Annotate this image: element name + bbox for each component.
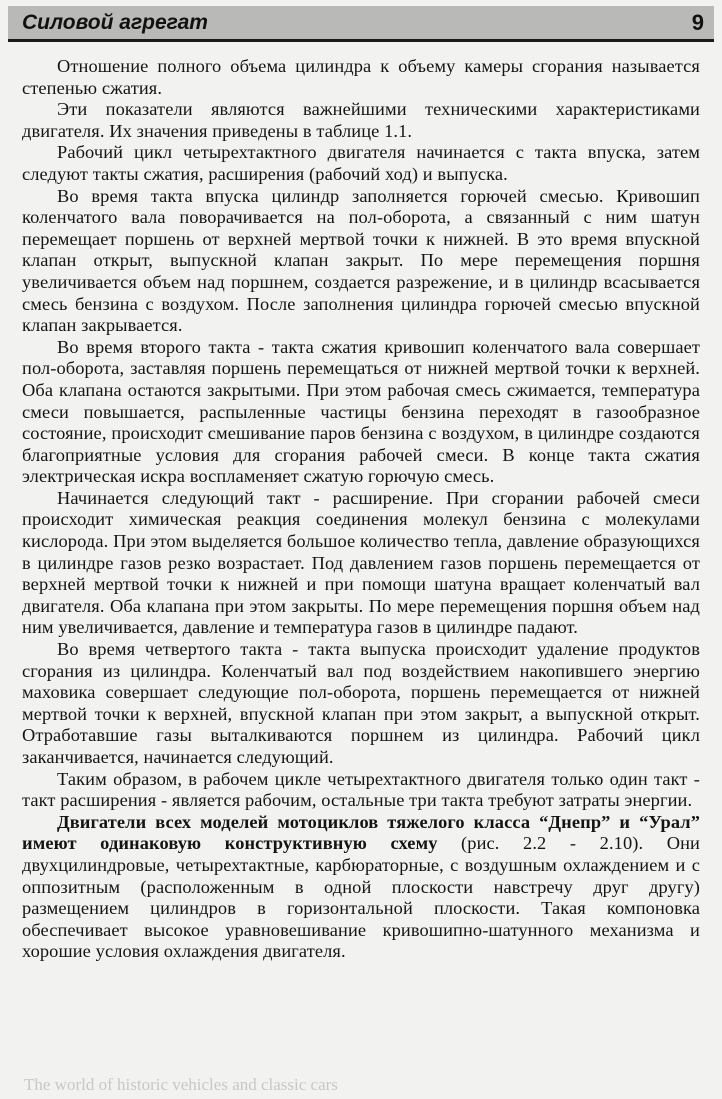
body-text [22, 56, 700, 963]
paragraph: Начинается следующий такт - расширение. При сгорании рабочей смеси происходит химическая реакция соединения молекул бензина с молекулами кислорода. При этом выделяется большое количество тепла, давление образующихся в цилиндре газов резко возрастает. Под давлением газов поршень перемещается от верхней мертвой точки к нижней и при помощи шатуна вращает коленчатый вал двигателя. Оба клапана при этом закрыты. По мере перемещения поршня объем над ним увеличивается, давление и температура газов в цилиндре падают. [22, 487, 700, 638]
paragraph: Во время второго такта - такта сжатия кривошип коленчатого вала совершает пол-оборота, заставляя поршень перемещаться от нижней мертвой точки к верхней. Оба клапана остаются закрытыми. При этом рабочая смесь сжимается, температура смеси повышается, распыленные частицы бензина переходят в газообразное состояние, происходит смешивание паров бензина с воздухом, в цилиндре создаются благоприятные условия для сгорания рабочей смеси. В конце такта сжатия электрическая искра воспламеняет сжатую горючую смесь. [22, 336, 700, 487]
paragraph: Таким образом, в рабочем цикле четырехтактного двигателя только один такт - такт расширения - является рабочим, остальные три такта требуют затраты энергии. [22, 768, 700, 811]
paragraph: Рабочий цикл четырехтактного двигателя начинается с такта впуска, затем следуют такты сжатия, расширения (рабочий ход) и выпуска. [22, 142, 700, 184]
section-title: Силовой агрегат [22, 10, 208, 34]
paragraph: Во время четвертого такта - такта выпуска происходит удаление продуктов сгорания из цилиндра. Коленчатый вал под воздействием накопившего энергию маховика совершает следующие пол-оборота, поршень перемещается от нижней мертвой точки к верхней, впускной клапан при этом закрыт, а выпускной открыт. Отработавшие газы выталкиваются поршнем из цилиндра. Рабочий цикл заканчивается, начинается следующий. [22, 639, 700, 767]
paragraph-engine-layout [22, 812, 700, 963]
paragraph: Во время такта впуска цилиндр заполняется горючей смесью. Кривошип коленчатого вала поворачивается на пол-оборота, а связанный с ним шатун перемещает поршень от верхней мертвой точки к нижней. В это время впускной клапан открыт, выпускной клапан закрыт. По мере перемещения поршня увеличивается объем над поршнем, создается разрежение, и в цилиндр всасывается смесь бензина с воздухом. После заполнения цилиндра горючей смесью впускной клапан закрывается. [22, 185, 700, 336]
page-number: 9 [691, 9, 704, 35]
page-header [8, 6, 714, 42]
watermark-text: The world of historic vehicles and classic cars [24, 1075, 338, 1094]
paragraph: Эти показатели являются важнейшими техническими характеристиками двигателя. Их значения приведены в таблице 1.1. [22, 99, 700, 141]
bold-lead-text: Двигатели всех моделей мотоциклов тяжелого класса “Днепр” и “Урал” имеют одинаковую конструктивную схему [22, 811, 700, 854]
paragraph: Отношение полного объема цилиндра к объему камеры сгорания называется степенью сжатия. [22, 56, 700, 98]
paragraph-rest-text: (рис. 2.2 - 2.10). Они двухцилиндровые, четырехтактные, карбюраторные, с воздушным охлаждением и с оппозитным (расположенным в одной плоскости навстречу друг другу) размещением цилиндров в горизонтальной плоскости. Такая компоновка обеспечивает высокое уравновешивание кривошипно-шатунного механизма и хорошие условия охлаждения двигателя. [22, 833, 700, 962]
